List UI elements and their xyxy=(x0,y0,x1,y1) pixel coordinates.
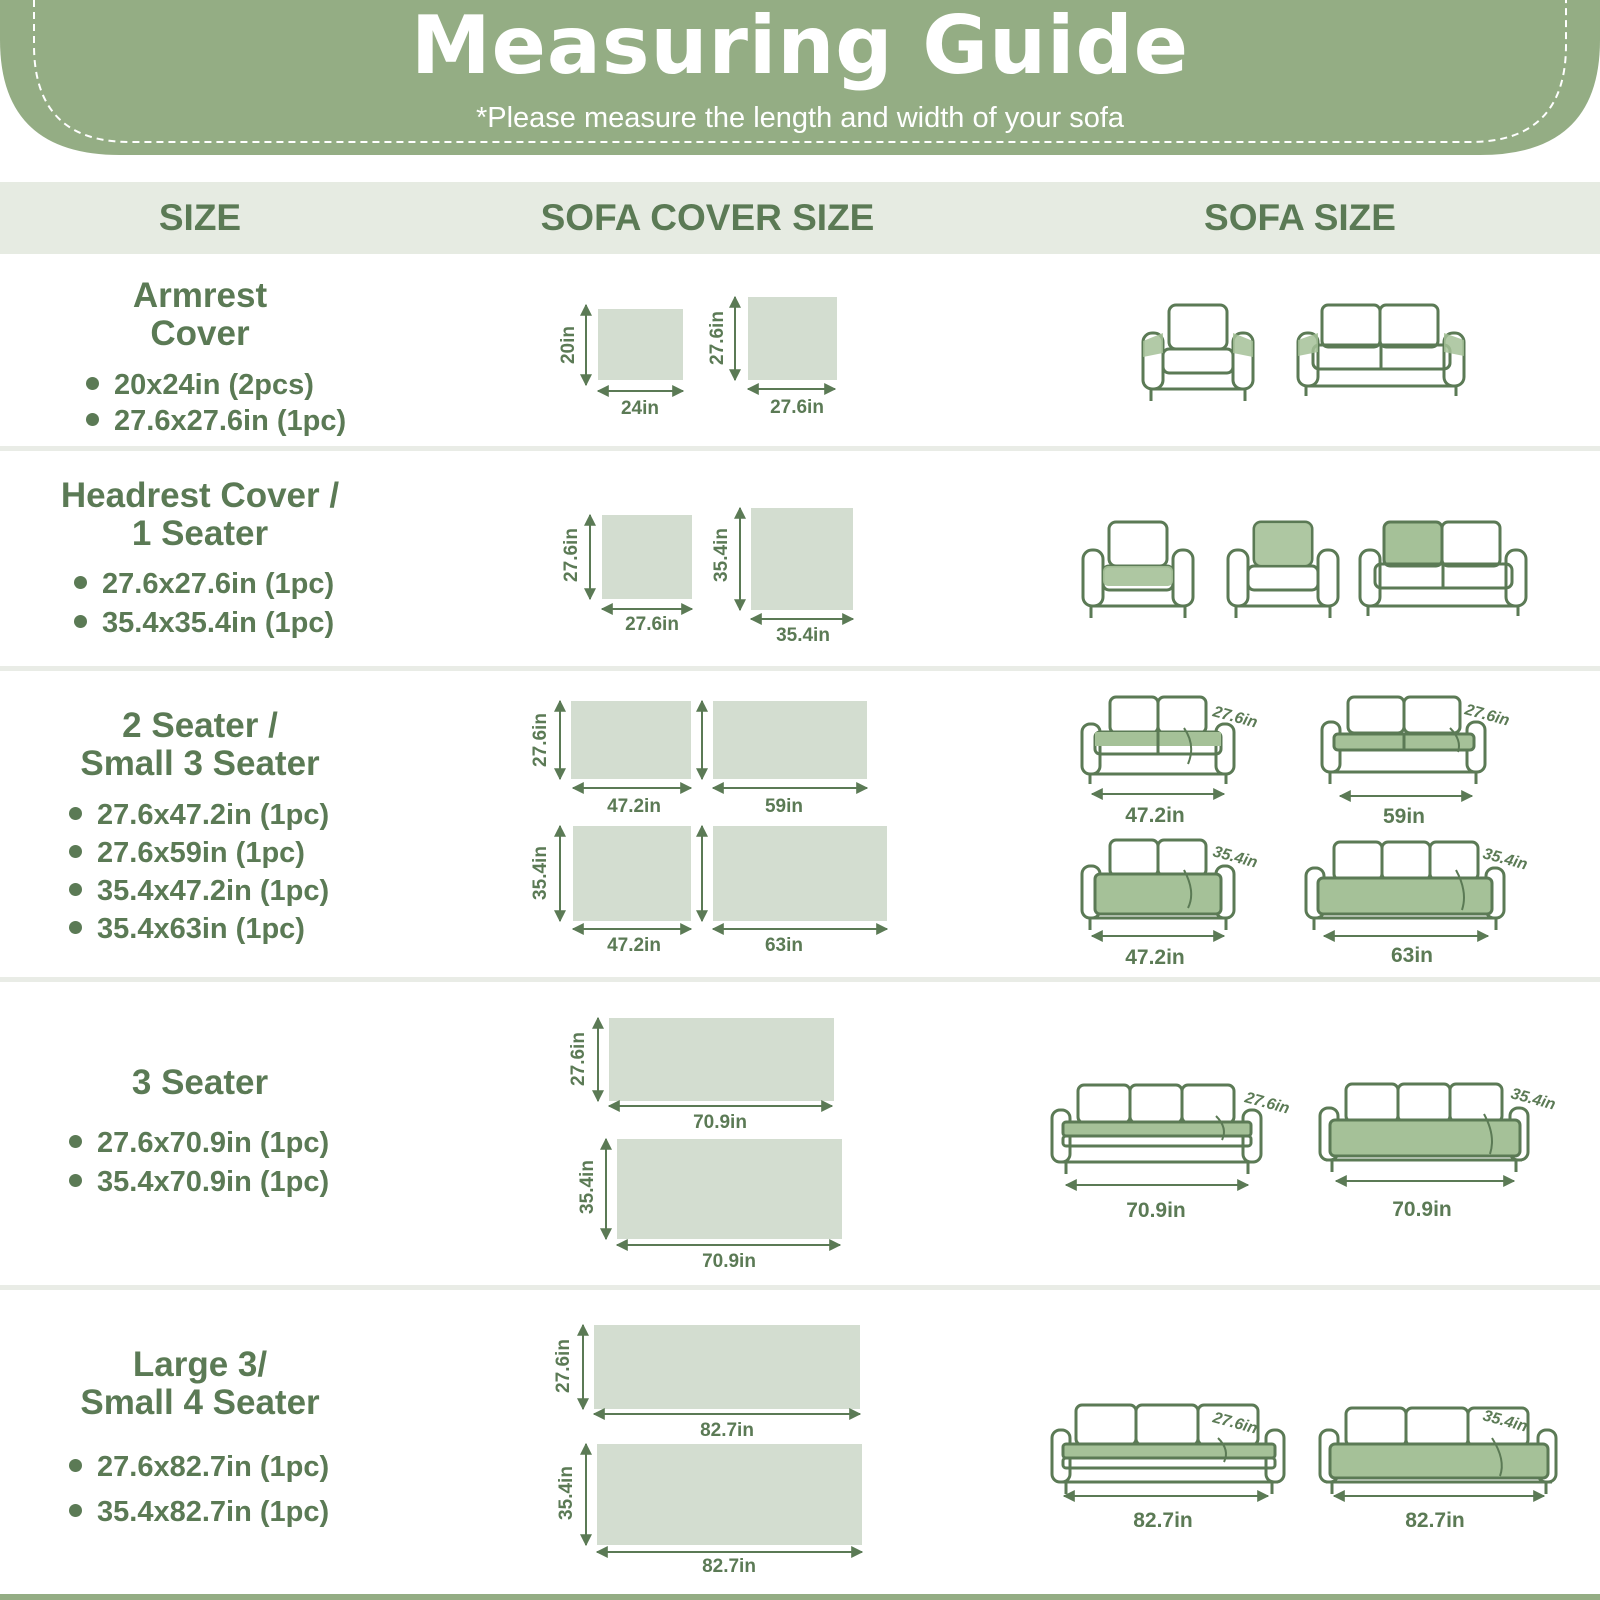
size-name-line: Small 4 Seater xyxy=(80,1383,320,1422)
loveseat-headrest-illustration xyxy=(1360,522,1526,616)
dimension-label: 27.6in xyxy=(561,528,582,582)
dimension-label: 70.9in xyxy=(693,1112,747,1133)
size-name-line: Armrest xyxy=(132,276,268,315)
dimension-label: 59in xyxy=(1382,805,1426,828)
dimension-label: 27.6in xyxy=(770,397,824,418)
cover-panel xyxy=(713,826,887,921)
spec-item: 35.4x63in (1pc) xyxy=(69,912,305,946)
loveseat-27-6-illustration xyxy=(1082,697,1234,784)
dimension-label: 82.7in xyxy=(702,1556,756,1577)
cover-panel xyxy=(748,297,837,380)
dimension-label: 47.2in xyxy=(607,796,661,817)
dimension-label: 82.7in xyxy=(1133,1509,1193,1532)
header-size: SIZE xyxy=(158,197,242,238)
cover-panel xyxy=(602,515,692,599)
dimension-label: 35.4in xyxy=(1210,843,1260,872)
dimension-label: 35.4in xyxy=(556,1466,577,1520)
cover-panel xyxy=(609,1018,834,1101)
header-cover-size: SOFA COVER SIZE xyxy=(540,197,875,238)
spec-item: 20x24in (2pcs) xyxy=(86,368,314,402)
dimension-label: 27.6in xyxy=(1210,703,1260,732)
spec-item: 27.6x47.2in (1pc) xyxy=(69,798,329,832)
dimension-label: 47.2in xyxy=(1125,804,1185,827)
cover-panel xyxy=(594,1325,860,1409)
cover-panel xyxy=(597,1444,862,1545)
dimension-label: 82.7in xyxy=(1405,1509,1465,1532)
dimension-label: 27.6in xyxy=(625,614,679,635)
dimension-label: 35.4in xyxy=(577,1160,598,1214)
spec-item: 27.6x82.7in (1pc) xyxy=(69,1450,329,1484)
bottom-border xyxy=(0,1594,1600,1600)
dimension-label: 27.6in xyxy=(1210,1409,1260,1438)
dimension-label: 70.9in xyxy=(702,1251,756,1272)
dimension-label: 27.6in xyxy=(530,713,551,767)
loveseat-59-illustration xyxy=(1322,697,1485,784)
spec-item: 27.6x70.9in (1pc) xyxy=(69,1126,329,1160)
loveseat-35-4-illustration xyxy=(1082,840,1234,930)
size-name-line: Small 3 Seater xyxy=(80,744,320,783)
dimension-label: 27.6in xyxy=(707,311,728,365)
spec-item: 35.4x35.4in (1pc) xyxy=(74,606,334,640)
dimension-label: 27.6in xyxy=(553,1339,574,1393)
page-title: Measuring Guide xyxy=(411,0,1189,92)
dimension-label: 35.4in xyxy=(776,625,830,646)
spec-item: 27.6x59in (1pc) xyxy=(69,836,305,870)
dimension-label: 70.9in xyxy=(1126,1199,1186,1222)
dimension-label: 35.4in xyxy=(1480,845,1530,874)
size-name-line: Headrest Cover / xyxy=(60,476,340,515)
cover-panel xyxy=(573,826,691,921)
spec-item: 27.6x27.6in (1pc) xyxy=(86,404,346,438)
cover-panel xyxy=(571,701,691,779)
dimension-label: 63in xyxy=(1390,944,1434,967)
cover-panel xyxy=(713,701,867,779)
dimension-label: 20in xyxy=(558,325,579,365)
armchair-illustration xyxy=(1143,305,1253,401)
dimension-label: 27.6in xyxy=(1242,1089,1292,1118)
cover-panel xyxy=(751,508,853,610)
header-sofa-size: SOFA SIZE xyxy=(1204,197,1396,238)
dimension-label: 24in xyxy=(620,398,660,419)
dimension-label: 35.4in xyxy=(1508,1085,1558,1114)
spec-item: 27.6x27.6in (1pc) xyxy=(74,567,334,601)
loveseat-illustration xyxy=(1298,305,1464,396)
dimension-label: 35.4in xyxy=(1480,1407,1530,1436)
cover-panel xyxy=(598,309,683,380)
dimension-label: 63in xyxy=(764,935,804,956)
spec-item: 35.4x82.7in (1pc) xyxy=(69,1495,329,1529)
dimension-label: 27.6in xyxy=(568,1032,589,1086)
armchair-headrest-illustration xyxy=(1228,522,1338,618)
dimension-label: 35.4in xyxy=(711,528,732,582)
size-name-line: Large 3/ xyxy=(132,1345,268,1384)
sofa-3-seat-35-4-illustration xyxy=(1320,1084,1528,1172)
size-name-line: Cover xyxy=(150,314,250,353)
cover-panel xyxy=(617,1139,842,1239)
armchair-seat-highlight-illustration xyxy=(1083,522,1193,618)
dimension-label: 47.2in xyxy=(607,935,661,956)
dimension-label: 59in xyxy=(764,796,804,817)
spec-item: 35.4x70.9in (1pc) xyxy=(69,1165,329,1199)
dimension-label: 27.6in xyxy=(1462,701,1512,730)
dimension-label: 70.9in xyxy=(1392,1198,1452,1221)
page-subtitle: *Please measure the length and width of your sofa xyxy=(475,102,1125,134)
sofa-3-seat-63-illustration xyxy=(1306,842,1504,930)
spec-item: 35.4x47.2in (1pc) xyxy=(69,874,329,908)
dimension-label: 35.4in xyxy=(530,846,551,900)
dimension-label: 47.2in xyxy=(1125,946,1185,969)
size-name-line: 1 Seater xyxy=(131,514,269,553)
size-name-line: 2 Seater / xyxy=(122,706,278,745)
dimension-label: 82.7in xyxy=(700,1420,754,1441)
sofa-3-seat-27-6-illustration xyxy=(1052,1085,1261,1174)
size-name-line: 3 Seater xyxy=(131,1063,269,1102)
